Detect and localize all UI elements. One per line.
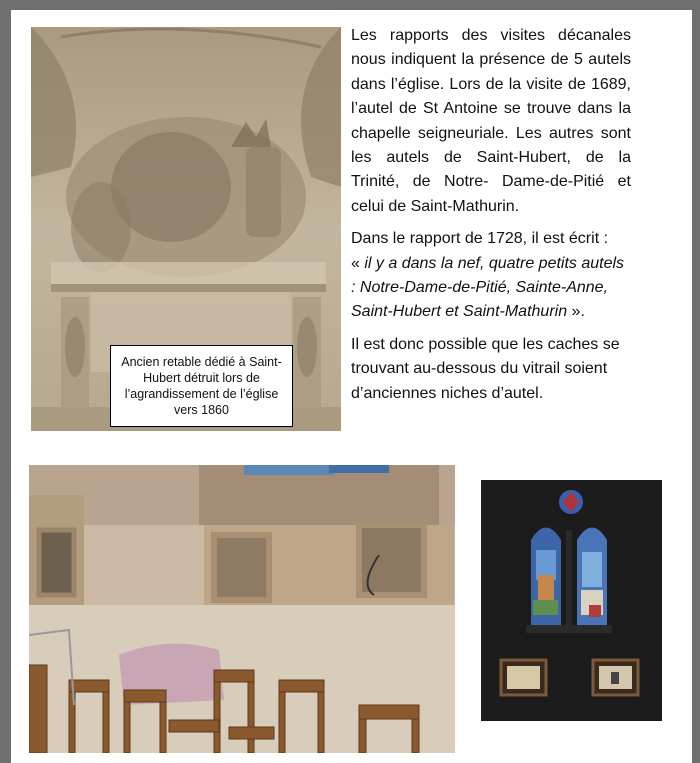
report-quote: il y a dans la nef, quatre petits autels : Notre-Dame-de-Pitié, Sainte-Anne, Saint-Hubert et Saint-Mathurin xyxy=(351,254,625,321)
paragraph-1728-report xyxy=(351,227,631,325)
quote-open: « xyxy=(351,254,365,272)
quote-close: ». xyxy=(567,303,585,321)
stained-glass-photo xyxy=(481,480,662,721)
chapel-wall-photo xyxy=(29,465,455,753)
retable-caption-text: Ancien retable dédié à Saint-Hubert détruit lors de l’agrandissement de l’église vers 1860 xyxy=(121,355,282,417)
paragraph-conclusion: Il est donc possible que les caches se trouvant au-dessous du vitrail soient d’anciennes niches d’autel. xyxy=(351,335,620,402)
stained-glass-illustration xyxy=(481,480,662,721)
retable-caption xyxy=(110,345,293,427)
chapel-wall-illustration xyxy=(29,465,455,753)
document-page xyxy=(11,10,692,763)
retable-photo xyxy=(31,27,341,431)
report-intro: Dans le rapport de 1728, il est écrit : xyxy=(351,230,609,248)
article-text xyxy=(351,24,631,414)
paragraph-visits: Les rapports des visites décanales nous indiquent la présence de 5 autels dans l’église. Lors de la visite de 1689, l’autel de St Antoine se trouve dans la chapelle seigneuriale. Les autres sont les autels de Saint-Hubert, de la Trinité, de Notre- Dame-de-Pitié et celui de Saint-Mathurin. xyxy=(351,27,631,215)
